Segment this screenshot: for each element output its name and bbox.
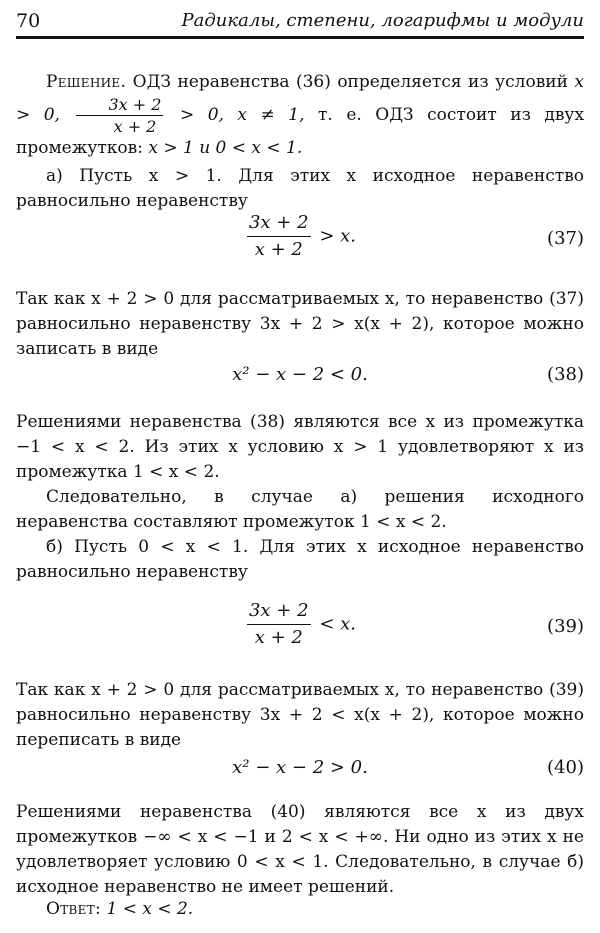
- equation-37-body: [16, 212, 584, 261]
- solution-label: Решение.: [46, 72, 127, 92]
- paragraph-since-37: Так как x + 2 > 0 для рассматриваемых x, то неравенство (37) равносильно неравенству 3x + 2 > x(x + 2), которое можно записать в виде: [16, 289, 584, 359]
- inline-fraction-numerator: 3x + 2: [76, 95, 163, 116]
- equation-38-body: x² − x − 2 < 0.: [232, 364, 368, 385]
- equation-37-label: (37): [547, 228, 584, 249]
- answer-value: 1 < x < 2.: [106, 899, 194, 919]
- equation-39-label: (39): [547, 616, 584, 637]
- condition-x-positive: x > 0,: [16, 72, 585, 125]
- equation-40-body: x² − x − 2 > 0.: [232, 757, 368, 778]
- equation-37: [16, 212, 584, 268]
- equation-39-body: [16, 600, 584, 649]
- equation-38-label: (38): [547, 364, 584, 385]
- running-title: Радикалы, степени, логарифмы и модули: [181, 10, 584, 31]
- answer-label: Ответ:: [46, 899, 102, 919]
- equation-37-denominator: x + 2: [254, 239, 303, 260]
- equation-40-label: (40): [547, 757, 584, 778]
- condition-fraction-positive: > 0, x ≠ 1,: [179, 105, 305, 125]
- solution-text-a: ОДЗ неравенства (36) определяется из условий: [132, 72, 568, 92]
- equation-39-denominator: x + 2: [254, 627, 303, 648]
- case-a-paragraph: а) Пусть x > 1. Для этих x исходное неравенство равносильно неравенству: [16, 166, 584, 211]
- page-header: [16, 8, 584, 39]
- equation-37-fraction: [247, 212, 311, 261]
- page-number: 70: [16, 10, 41, 32]
- paragraph-conclusion-a: Следовательно, в случае а) решения исходного неравенства составляют промежуток 1 < x < 2.: [16, 487, 584, 532]
- paragraph-solutions-38: Решениями неравенства (38) являются все x из промежутка −1 < x < 2. Из этих x условию x > 1 удовлетворяют x из промежутка 1 < x < 2.: [16, 412, 584, 482]
- inline-fraction-denominator: x + 2: [113, 117, 157, 136]
- equation-38: [16, 364, 584, 392]
- equation-39: [16, 600, 584, 656]
- equation-39-numerator: 3x + 2: [247, 600, 311, 625]
- answer-line: [16, 897, 584, 922]
- solution-paragraph: [16, 70, 584, 161]
- equation-37-numerator: 3x + 2: [247, 212, 311, 237]
- equation-39-rhs: < x.: [319, 613, 356, 635]
- paragraph-since-39: Так как x + 2 > 0 для рассматриваемых x, то неравенство (39) равносильно неравенству 3x + 2 < x(x + 2), которое можно переписать в виде: [16, 680, 584, 750]
- solution-text-b: т. е. ОДЗ состоит из двух промежутков:: [16, 105, 585, 158]
- equation-40: [16, 757, 584, 785]
- equation-37-rhs: > x.: [319, 225, 356, 247]
- domain-intervals: x > 1 и 0 < x < 1.: [148, 138, 303, 158]
- case-b-paragraph: б) Пусть 0 < x < 1. Для этих x исходное неравенство равносильно неравенству: [16, 537, 584, 582]
- inline-fraction: [76, 95, 163, 136]
- paragraph-solutions-40: Решениями неравенства (40) являются все x из двух промежутков −∞ < x < −1 и 2 < x < +∞. Ни одно из этих x не удовлетворяет условию 0 < x < 1. Следовательно, в случае б) исходное неравенство не имеет решений.: [16, 802, 584, 897]
- equation-39-fraction: [247, 600, 311, 649]
